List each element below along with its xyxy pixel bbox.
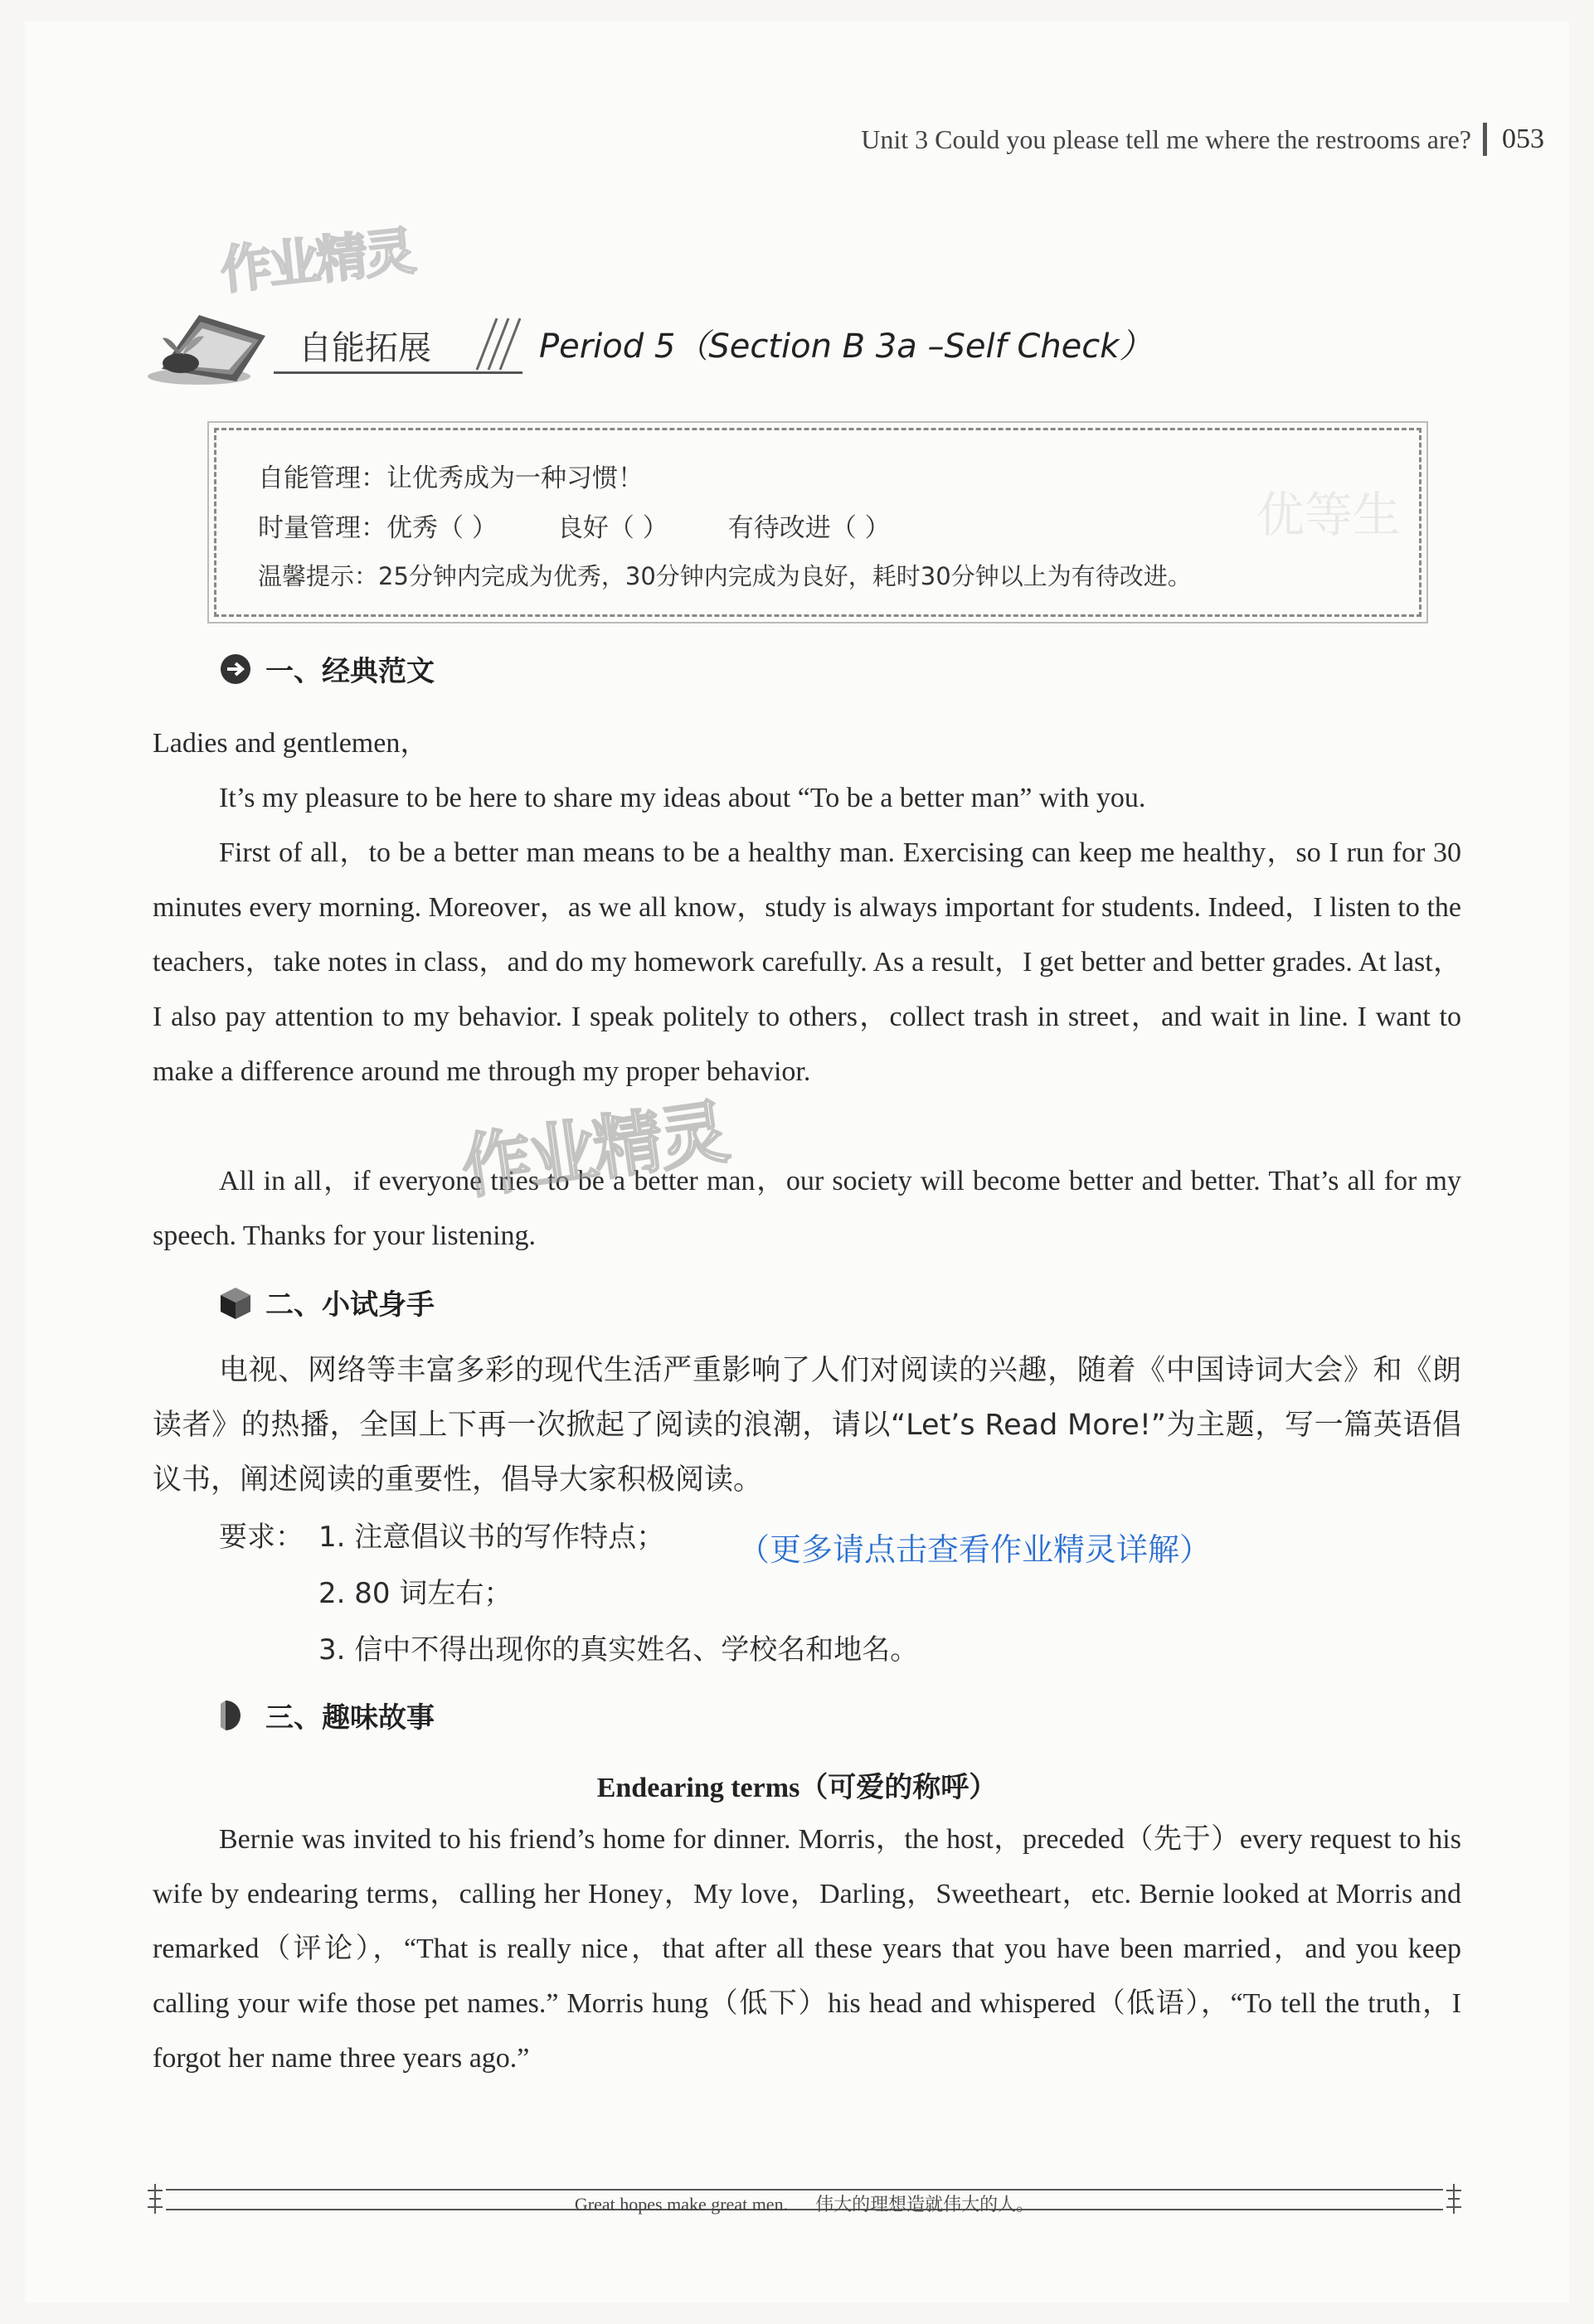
period-title: Period 5（Section B 3a –Self Check） (539, 327, 1153, 366)
requirement-2: 2. 80 词左右； (318, 1577, 513, 1610)
essay-paragraph-1: It’s my pleasure to be here to share my ideas about “To be a better man” with you. (219, 783, 1146, 813)
more-details-link[interactable]: （更多请点击查看作业精灵详解） (738, 1531, 1212, 1568)
writing-prompt: 电视、网络等丰富多彩的现代生活严重影响了人们对阅读的兴趣，随着《中国诗词大会》和《朗读者》的热播，全国上下再一次掀起了阅读的浪潮，请以“Let’s Read More!”为主题，写一篇英语倡议书，阐述阅读的重要性，倡导大家积极阅读。 (153, 1354, 1461, 1497)
section-heading-fun-story (217, 1695, 435, 1735)
requirement-1: 1. 注意倡议书的写作特点； (318, 1521, 665, 1554)
story-title: Endearing terms（可爱的称呼） (596, 1773, 998, 1803)
footer-motto-bar (149, 2179, 1460, 2215)
story-text: Bernie was invited to his friend’s home for dinner. Morris，the host，preceded（先于）every request to his wife by endearing terms，calling her Honey，My love，Darling，Sweetheart，etc. Bernie looked at Morris and remarked（评论），“That is really nice，that after all these years that you have been married，and you keep calling your wife those pet names.” Morris hung（低下）his head and whispered（低语），“To tell the truth，I forgot her name three years ago.” (153, 1824, 1461, 2074)
essay-paragraph-2: First of all，to be a better man means to be a healthy man. Exercising can keep me healthy，so I run for 30 minutes every morning. Moreover，as we all know，study is always important for students. Indeed，I listen to the teachers，take notes in class，and do my homework carefully. As a result，I get better and better grades. At last，I also pay attention to my behavior. I speak politely to others，collect trash in street，and wait in line. I want to make a difference around me through my proper behavior. (153, 837, 1461, 1087)
rating-excellent: 优秀（ ） (386, 513, 498, 543)
cube-icon (217, 1284, 254, 1321)
page-number: 053 (1502, 124, 1544, 154)
requirements-label: 要求： (219, 1521, 304, 1554)
box-background-mark: 优等生 (1256, 487, 1401, 543)
header-divider (1483, 123, 1487, 156)
management-line: 自能管理：让优秀成为一种习惯！ (258, 463, 644, 493)
section-heading-text: 二、小试身手 (265, 1288, 435, 1322)
essay-paragraph-3: All in all，if everyone tries to be a better man，our society will become better and better. That’s all for my speech. Thanks for your listening. (153, 1166, 1461, 1251)
rating-improve: 有待改进（ ） (727, 513, 891, 543)
section-heading-practice (217, 1282, 435, 1322)
footer-motto: Great hopes make great men. 伟大的理想造就伟大的人。 (574, 2194, 1035, 2215)
banner-label: 自能拓展 (299, 329, 431, 367)
arrow-circle-icon (217, 651, 254, 687)
watermark-logo: 作业精灵 (456, 1091, 731, 1209)
slash-decoration (460, 315, 527, 373)
section-heading-text: 一、经典范文 (265, 655, 435, 688)
self-management-box (214, 428, 1421, 617)
rating-good: 良好（ ） (556, 513, 668, 543)
period-banner (141, 282, 1468, 398)
half-circle-icon (217, 1697, 254, 1734)
section-heading-text: 三、趣味故事 (265, 1701, 435, 1735)
unit-title: Unit 3 Could you please tell me where the restrooms are? (861, 124, 1471, 154)
requirement-3: 3. 信中不得出现你的真实姓名、学校名和地名。 (318, 1633, 919, 1667)
time-management-row (258, 507, 950, 544)
time-label: 时量管理： (258, 513, 386, 543)
watermark-logo: 作业精灵 (217, 221, 416, 301)
time-tip: 温馨提示：25分钟内完成为优秀，30分钟内完成为良好，耗时30分钟以上为有待改进。 (258, 562, 1192, 590)
essay-salutation: Ladies and gentlemen， (153, 728, 429, 759)
book-plant-icon (141, 290, 282, 390)
section-heading-model-essay (217, 648, 435, 689)
running-header (861, 123, 1544, 156)
